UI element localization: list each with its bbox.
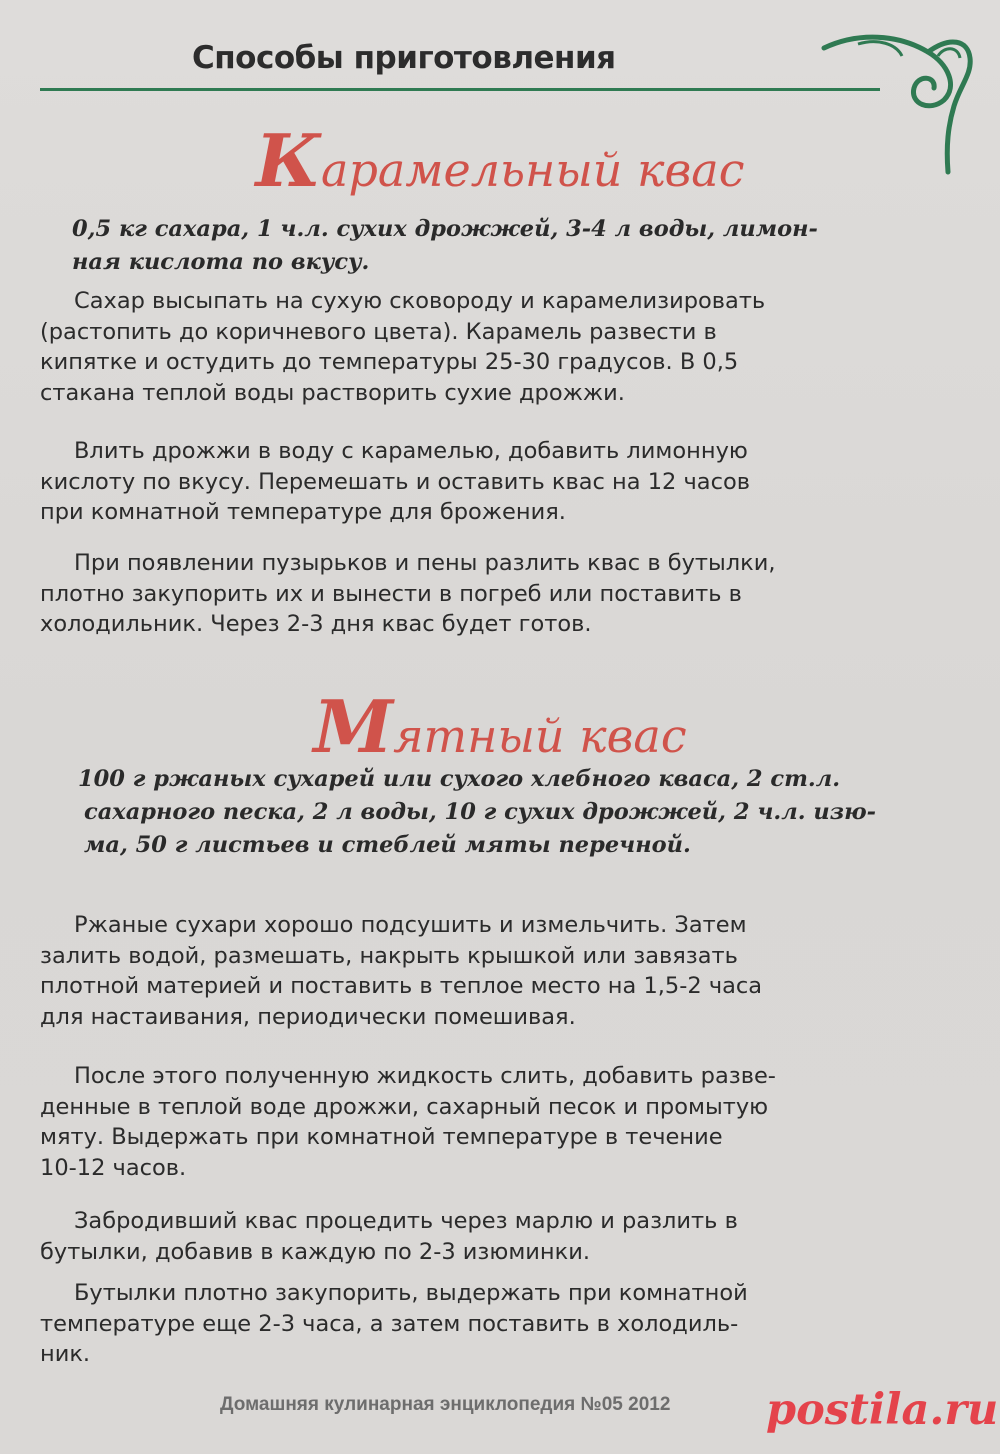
text-line: Сахар высыпать на сухую сковороду и карамелизировать (74, 288, 766, 314)
text-line: кипятке и остудить до температуры 25-30 градусов. В 0,5 (40, 349, 739, 375)
title-initial: М (313, 684, 394, 769)
source-caption: Домашняя кулинарная энциклопедия №05 2012 (220, 1394, 671, 1415)
text-line: плотно закупорить их и вынести в погреб или поставить в (40, 580, 742, 607)
ingredient-line: ная кислота по вкусу. (72, 249, 370, 275)
text-line: Влить дрожжи в воду с карамелью, добавить лимонную (74, 438, 748, 464)
text-line: После этого полученную жидкость слить, добавить разве- (74, 1063, 776, 1089)
ingredient-line: 100 г ржаных сухарей или сухого хлебного кваса, 2 ст.л. (78, 766, 841, 792)
title-text: ятный квас (393, 709, 687, 763)
section-header: Способы приготовления (192, 40, 616, 76)
text-line: кислоту по вкусу. Перемешать и оставить квас на 12 часов (40, 468, 750, 495)
text-line: (растопить до коричневого цвета). Карамель развести в (40, 318, 717, 345)
title-initial: К (255, 118, 322, 203)
ingredient-line: 0,5 кг сахара, 1 ч.л. сухих дрожжей, 3-4 л воды, лимон- (72, 216, 818, 242)
paragraph (40, 548, 965, 640)
text-line: залить водой, размешать, накрыть крышкой или завязать (40, 942, 738, 969)
text-line: ник. (40, 1341, 91, 1367)
ingredient-line: сахарного песка, 2 л воды, 10 г сухих дрожжей, 2 ч.л. изю- (84, 799, 876, 825)
paragraph (40, 286, 965, 408)
text-line: 10-12 часов. (40, 1154, 187, 1181)
ingredient-line: ма, 50 г листьев и стеблей мяты перечной. (84, 832, 691, 858)
paragraph (40, 436, 965, 528)
recipe-title-caramel (0, 118, 1000, 203)
text-line: стакана теплой воды растворить сухие дрожжи. (40, 379, 625, 406)
header-rule (40, 88, 880, 91)
text-line: для настаивания, периодически помешивая. (40, 1003, 576, 1030)
paragraph (40, 1206, 965, 1267)
text-line: температуре еще 2-3 часа, а затем поставить в холодиль- (40, 1310, 739, 1337)
text-line: плотной материей и поставить в теплое место на 1,5-2 часа (40, 973, 763, 999)
paragraph (40, 1278, 965, 1370)
text-line: холодильник. Через 2-3 дня квас будет готов. (40, 611, 592, 637)
paragraph (40, 1061, 965, 1183)
recipe-title-mint (0, 684, 1000, 769)
text-line: денные в теплой воде дрожжи, сахарный песок и промытую (40, 1093, 769, 1120)
ingredients-caramel (72, 213, 952, 279)
paragraph (40, 910, 965, 1032)
title-text: арамельный квас (321, 143, 745, 197)
text-line: Забродивший квас процедить через марлю и разлить в (74, 1208, 738, 1234)
text-line: Бутылки плотно закупорить, выдержать при комнатной (74, 1280, 748, 1306)
postila-logo: postila.ru (766, 1385, 999, 1435)
text-line: мяту. Выдержать при комнатной температуре в течение (40, 1124, 723, 1150)
text-line: бутылки, добавив в каждую по 2-3 изюминки. (40, 1238, 590, 1265)
ingredients-mint (78, 763, 958, 862)
text-line: Ржаные сухари хорошо подсушить и измельчить. Затем (74, 912, 747, 938)
text-line: при комнатной температуре для брожения. (40, 499, 566, 525)
text-line: При появлении пузырьков и пены разлить квас в бутылки, (74, 550, 776, 576)
